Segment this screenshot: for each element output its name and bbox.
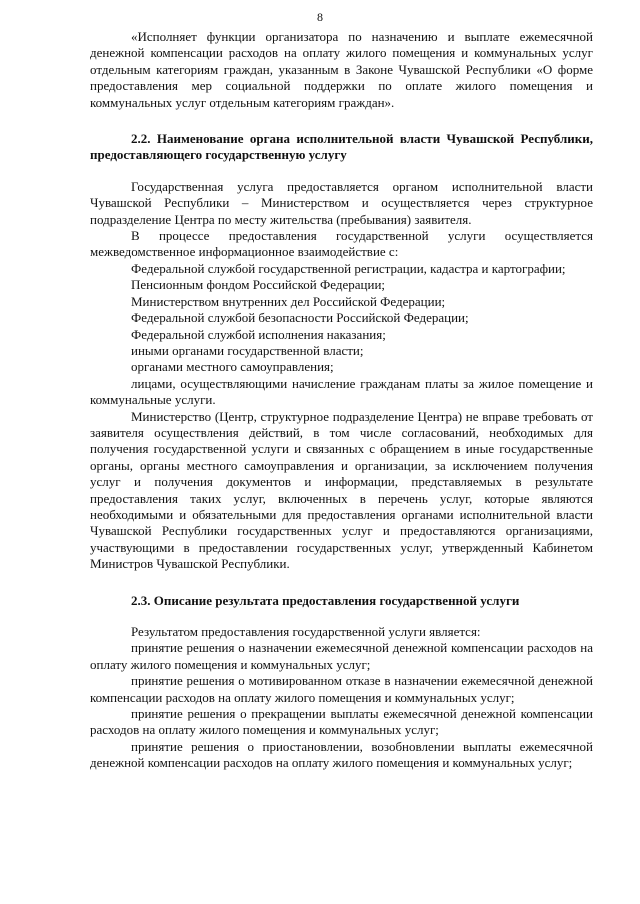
list-item: принятие решения о приостановлении, возобновлении выплаты ежемесячной денежной компенсации расходов на оплату жилого помещения и коммунальных услуг; bbox=[90, 738, 593, 771]
section-heading-2-3: 2.3. Описание результата предоставления государственной услуги bbox=[131, 592, 520, 608]
list-item: принятие решения о назначении ежемесячной денежной компенсации расходов на оплату жилого помещения и коммунальных услуг; bbox=[90, 640, 593, 672]
paragraph: Результатом предоставления государственной услуги является: bbox=[131, 624, 481, 639]
document-body bbox=[90, 29, 593, 772]
section-heading-2-2: 2.2. Наименование органа исполнительной власти Чувашской Республики, предоставляющего государственную услугу bbox=[90, 131, 593, 163]
list-item: Пенсионным фондом Российской Федерации; bbox=[131, 277, 386, 293]
list-item: принятие решения о мотивированном отказе в назначении ежемесячной денежной компенсации расходов на оплату жилого помещения и коммунальных услуг; bbox=[90, 673, 593, 705]
list-item: органами местного самоуправления; bbox=[131, 359, 334, 375]
paragraph-intro-quote: «Исполняет функции организатора по назначению и выплате ежемесячной денежной компенсации расходов на оплату жилого помещения и коммунальных услуг отдельным категориям граждан, указанным в Законе Чувашской Республики «О форме предоставления мер социальной поддержки по оплате жилого помещения и коммунальных услуг отдельным категориям граждан». bbox=[90, 29, 593, 110]
list-item: принятие решения о прекращении выплаты ежемесячной денежной компенсации расходов на оплату жилого помещения и коммунальных услуг; bbox=[90, 706, 593, 738]
list-item: Министерством внутренних дел Российской Федерации; bbox=[131, 293, 446, 309]
page-number: 8 bbox=[317, 10, 323, 24]
list-item: лицами, осуществляющими начисление гражданам платы за жилое помещение и коммунальные услуги. bbox=[90, 375, 593, 408]
list-item: Федеральной службой исполнения наказания; bbox=[131, 326, 386, 342]
paragraph: В процессе предоставления государственной услуги осуществляется межведомственное информационное взаимодействие с: bbox=[90, 228, 593, 260]
list-item: иными органами государственной власти; bbox=[131, 342, 364, 358]
paragraph: Государственная услуга предоставляется органом исполнительной власти Чувашской Республики – Министерством и осуществляется через структурное подразделение Центра по месту жительства (пребывания) заявителя. bbox=[90, 178, 593, 227]
list-item: Федеральной службой государственной регистрации, кадастра и картографии; bbox=[131, 260, 566, 276]
paragraph: Министерство (Центр, структурное подразделение Центра) не вправе требовать от заявителя осуществления действий, в том числе согласований, необходимых для получения государственной услуги и связанных с обращением в иные государственные органы, органы местного самоуправления и организации, за исключением получения услуг и получения документов и информации, представляемых в результате предоставления таких услуг, включенных в перечень услуг, которые являются необходимыми и обязательными для предоставления органами исполнительной власти Чувашской Республики государственных услуг и предоставляются организациями, участвующими в предоставлении государственных услуг, утвержденный Кабинетом Министров Чувашской Республики. bbox=[90, 408, 593, 572]
list-item: Федеральной службой безопасности Российской Федерации; bbox=[131, 310, 469, 326]
